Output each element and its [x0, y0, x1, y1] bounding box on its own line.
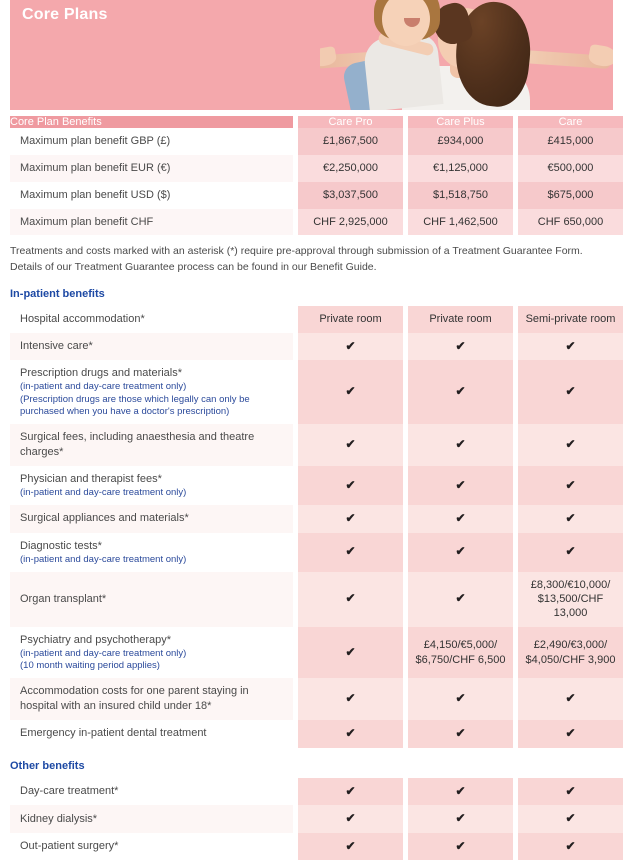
table-row-label: Prescription drugs and materials* (in-patient and day-care treatment only) (Prescription drugs are those which legally can only be purchased when you have a doctor's prescription) — [10, 360, 293, 424]
table-row-label: Maximum plan benefit USD ($) — [10, 182, 293, 209]
table-cell-value: €2,250,000 — [298, 155, 403, 182]
core-plans-table — [10, 116, 623, 235]
table-cell-value: Private room — [298, 306, 403, 333]
table-row-label: Organ transplant* — [10, 572, 293, 627]
table-row-label: Surgical appliances and materials* — [10, 505, 293, 533]
table-cell-value: CHF 650,000 — [518, 209, 623, 236]
table-cell-value: €500,000 — [518, 155, 623, 182]
table-row — [10, 720, 623, 748]
table-row — [10, 209, 623, 236]
check-icon-glyph: ✔ — [455, 811, 466, 826]
check-icon-glyph: ✔ — [455, 384, 466, 399]
check-icon-glyph: ✔ — [345, 838, 356, 853]
check-icon-glyph: ✔ — [455, 838, 466, 853]
check-icon — [298, 505, 403, 533]
other-benefits-body — [10, 778, 623, 860]
table-row-label: Physician and therapist fees* (in-patient and day-care treatment only) — [10, 466, 293, 505]
table-row-sublabel: (in-patient and day-care treatment only) — [20, 553, 187, 565]
check-icon-glyph: ✔ — [565, 338, 576, 353]
inpatient-benefits-body — [10, 306, 623, 748]
check-icon-glyph: ✔ — [455, 544, 466, 559]
table-row-label: Hospital accommodation* — [10, 306, 293, 333]
check-icon — [518, 333, 623, 361]
other-benefits-table — [10, 778, 623, 860]
check-icon-glyph: ✔ — [565, 691, 576, 706]
check-icon-glyph: ✔ — [565, 544, 576, 559]
check-icon-glyph: ✔ — [345, 725, 356, 740]
check-icon — [298, 627, 403, 679]
check-icon — [298, 833, 403, 860]
check-icon — [408, 572, 513, 627]
table-row-label: Maximum plan benefit GBP (£) — [10, 128, 293, 155]
check-icon-glyph: ✔ — [565, 511, 576, 526]
mother-and-child-photo — [320, 0, 613, 110]
table-row — [10, 128, 623, 155]
table-row — [10, 572, 623, 627]
check-icon — [408, 505, 513, 533]
check-icon-glyph: ✔ — [565, 384, 576, 399]
check-icon-glyph: ✔ — [345, 338, 356, 353]
check-icon-glyph: ✔ — [345, 477, 356, 492]
table-cell-value: $1,518,750 — [408, 182, 513, 209]
check-icon-glyph: ✔ — [565, 477, 576, 492]
table-row-label: Accommodation costs for one parent staying in hospital with an insured child under 18* — [10, 678, 293, 720]
table-cell-value: £4,150/€5,000/ $6,750/CHF 6,500 — [408, 627, 513, 679]
table-row — [10, 155, 623, 182]
check-icon — [298, 678, 403, 720]
check-icon-glyph: ✔ — [565, 783, 576, 798]
table-row — [10, 778, 623, 806]
check-icon — [518, 533, 623, 572]
check-icon — [408, 360, 513, 424]
check-icon — [298, 360, 403, 424]
table-row-label: Maximum plan benefit CHF — [10, 209, 293, 236]
table-row-label: Surgical fees, including anaesthesia and theatre charges* — [10, 424, 293, 466]
table-row — [10, 466, 623, 505]
check-icon-glyph: ✔ — [345, 511, 356, 526]
section-title-other: Other benefits — [10, 759, 85, 772]
check-icon-glyph: ✔ — [455, 691, 466, 706]
column-header-care-plus: Care Plus — [408, 116, 513, 128]
check-icon — [518, 678, 623, 720]
table-row-sublabel: (10 month waiting period applies) — [20, 659, 160, 671]
table-cell-value: $675,000 — [518, 182, 623, 209]
check-icon-glyph: ✔ — [455, 477, 466, 492]
table-cell-value: £1,867,500 — [298, 128, 403, 155]
check-icon-glyph: ✔ — [345, 811, 356, 826]
check-icon-glyph: ✔ — [345, 644, 356, 659]
check-icon — [408, 466, 513, 505]
table-row-sublabel: (in-patient and day-care treatment only) — [20, 486, 187, 498]
table-cell-value: €1,125,000 — [408, 155, 513, 182]
section-title-inpatient: In-patient benefits — [10, 287, 105, 300]
asterisk-note — [10, 244, 613, 276]
inpatient-benefits-table — [10, 306, 623, 748]
check-icon-glyph: ✔ — [345, 544, 356, 559]
core-plans-body — [10, 128, 623, 235]
check-icon — [298, 572, 403, 627]
check-icon — [298, 333, 403, 361]
check-icon-glyph: ✔ — [565, 811, 576, 826]
check-icon — [518, 360, 623, 424]
check-icon — [518, 424, 623, 466]
check-icon-glyph: ✔ — [455, 338, 466, 353]
check-icon-glyph: ✔ — [455, 783, 466, 798]
check-icon-glyph: ✔ — [455, 725, 466, 740]
table-cell-value: CHF 1,462,500 — [408, 209, 513, 236]
check-icon-glyph: ✔ — [565, 838, 576, 853]
check-icon — [408, 533, 513, 572]
table-row-label: Day-care treatment* — [10, 778, 293, 806]
table-row — [10, 424, 623, 466]
check-icon-glyph: ✔ — [345, 437, 356, 452]
check-icon-glyph: ✔ — [455, 591, 466, 606]
table-row-label: Psychiatry and psychotherapy* (in-patient and day-care treatment only) (10 month waiting period applies) — [10, 627, 293, 679]
column-header-care-pro: Care Pro — [298, 116, 403, 128]
check-icon-glyph: ✔ — [565, 725, 576, 740]
table-row — [10, 182, 623, 209]
check-icon — [408, 805, 513, 833]
table-row-label: Intensive care* — [10, 333, 293, 361]
table-row-label: Out-patient surgery* — [10, 833, 293, 860]
check-icon — [408, 778, 513, 806]
check-icon — [408, 424, 513, 466]
table-row-label: Diagnostic tests* (in-patient and day-care treatment only) — [10, 533, 293, 572]
table-row — [10, 805, 623, 833]
table-row-label: Emergency in-patient dental treatment — [10, 720, 293, 748]
page-title: Core Plans — [22, 6, 108, 23]
check-icon-glyph: ✔ — [455, 511, 466, 526]
table-row-label: Kidney dialysis* — [10, 805, 293, 833]
table-row — [10, 505, 623, 533]
table-cell-value: CHF 2,925,000 — [298, 209, 403, 236]
check-icon — [518, 505, 623, 533]
table-cell-value: £8,300/€10,000/ $13,500/CHF 13,000 — [518, 572, 623, 627]
column-header-benefits: Core Plan Benefits — [10, 116, 293, 128]
check-icon — [408, 720, 513, 748]
table-cell-value: $3,037,500 — [298, 182, 403, 209]
table-row — [10, 833, 623, 860]
check-icon-glyph: ✔ — [345, 591, 356, 606]
table-cell-value: £934,000 — [408, 128, 513, 155]
table-row-sublabel: (Prescription drugs are those which legally can only be purchased when you have a doctor's prescription) — [20, 393, 250, 417]
table-cell-value: £2,490/€3,000/ $4,050/CHF 3,900 — [518, 627, 623, 679]
hero-banner — [10, 0, 613, 110]
check-icon — [298, 424, 403, 466]
check-icon — [518, 778, 623, 806]
table-row — [10, 627, 623, 679]
column-header-care: Care — [518, 116, 623, 128]
check-icon-glyph: ✔ — [455, 437, 466, 452]
asterisk-note-line-2: Details of our Treatment Guarantee process can be found in our Benefit Guide. — [10, 261, 377, 274]
check-icon — [298, 720, 403, 748]
check-icon — [518, 466, 623, 505]
asterisk-note-line-1: Treatments and costs marked with an asterisk (*) require pre-approval through submission of a Treatment Guarantee Form. — [10, 245, 583, 258]
table-row-label: Maximum plan benefit EUR (€) — [10, 155, 293, 182]
table-row — [10, 333, 623, 361]
table-row-sublabel: (in-patient and day-care treatment only) — [20, 381, 187, 393]
check-icon — [408, 678, 513, 720]
check-icon — [298, 778, 403, 806]
check-icon-glyph: ✔ — [565, 437, 576, 452]
table-cell-value: Semi-private room — [518, 306, 623, 333]
check-icon — [518, 833, 623, 860]
table-row — [10, 360, 623, 424]
check-icon-glyph: ✔ — [345, 691, 356, 706]
check-icon-glyph: ✔ — [345, 783, 356, 798]
table-cell-value: Private room — [408, 306, 513, 333]
check-icon — [298, 533, 403, 572]
table-row — [10, 533, 623, 572]
check-icon — [518, 720, 623, 748]
table-header-row — [10, 116, 623, 128]
check-icon-glyph: ✔ — [345, 384, 356, 399]
check-icon — [408, 833, 513, 860]
table-row — [10, 678, 623, 720]
table-row-sublabel: (in-patient and day-care treatment only) — [20, 647, 187, 659]
table-row — [10, 306, 623, 333]
check-icon — [298, 466, 403, 505]
table-cell-value: £415,000 — [518, 128, 623, 155]
check-icon — [518, 805, 623, 833]
check-icon — [298, 805, 403, 833]
check-icon — [408, 333, 513, 361]
